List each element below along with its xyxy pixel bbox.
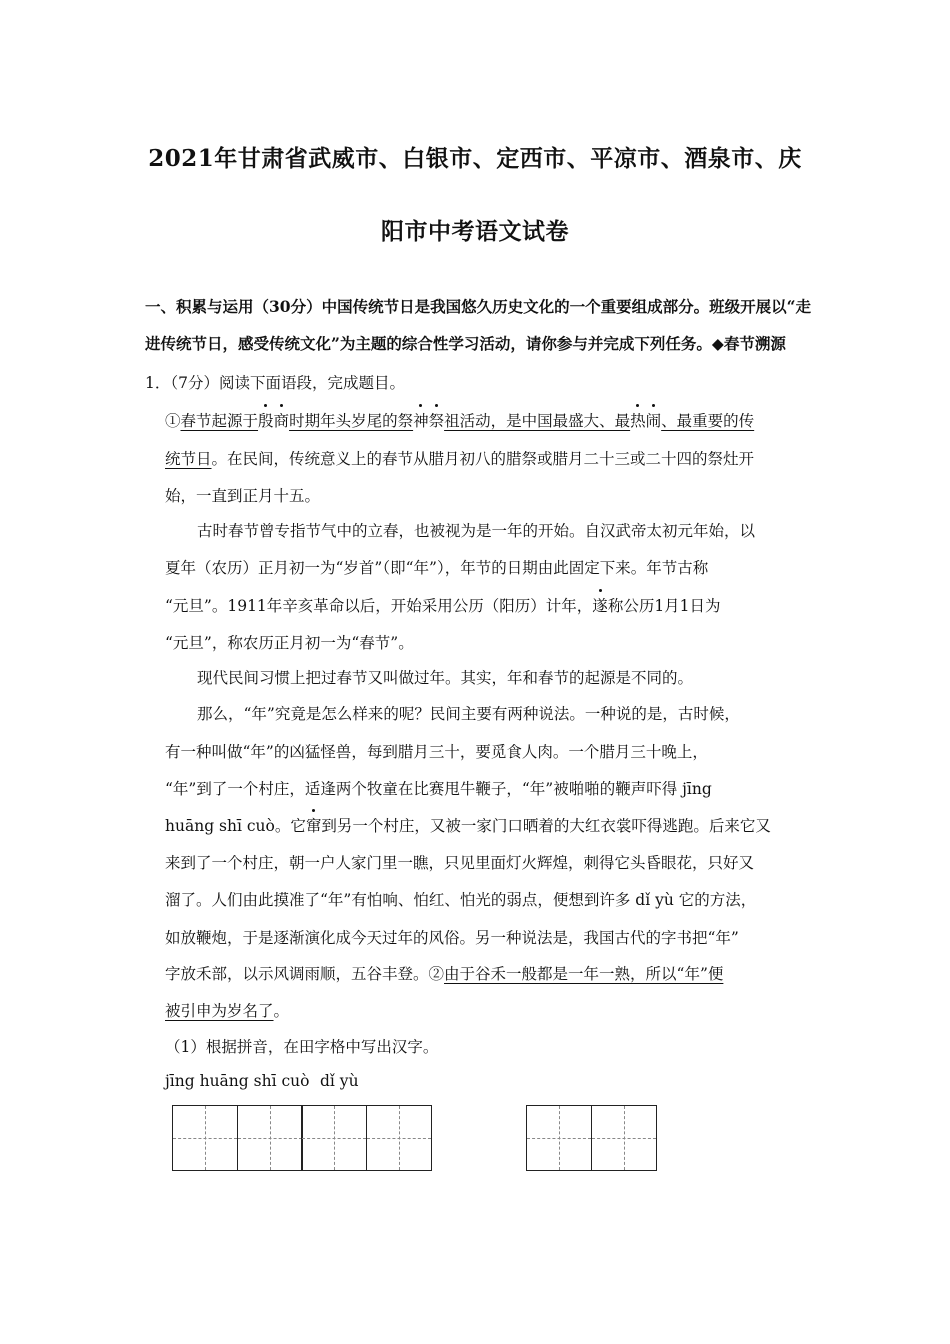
dotted-char: 殷 (258, 412, 274, 430)
text-run: 到另一个村庄，又被一家门口晒着的大红衣裳吓得逃跑。后来它又 (321, 817, 771, 835)
passage-p4-line-5: 来到了一个村庄，朝一户人家门里一瞧，只见里面灯火辉煌，刺得它头昏眼花，只好又 (165, 854, 755, 872)
tianzige-cell[interactable] (366, 1105, 432, 1171)
exam-title-line-2: 阳市中考语文试卷 (381, 218, 569, 245)
circled-marker-2: ② (428, 965, 445, 983)
passage-p1-line-3: 始，一直到正月十五。 (165, 487, 321, 505)
passage-p4-line-9 (165, 1000, 289, 1022)
passage-p2-line-3 (165, 595, 721, 617)
dotted-char: 闹 (645, 412, 662, 430)
tianzige-cell[interactable] (301, 1105, 367, 1171)
passage-p2-line-1: 古时春节曾专指节气中的立春，也被视为是一年的开始。自汉武帝太初元年始，以 (197, 522, 756, 540)
underlined-sentence-2-end: 被引申为岁名了 (165, 1002, 274, 1020)
text-run: “元旦”。1911年辛亥革命以后，开始采用公历（阳历）计年， (165, 597, 593, 615)
text-run: 。 (273, 1002, 290, 1020)
text-run: 、最重要的传 (661, 412, 755, 430)
passage-p4-line-7: 如放鞭炮，于是逐渐演化成今天过年的风俗。另一种说法是，我国古代的字书把“年” (165, 929, 739, 947)
dotted-char: 遂 (592, 597, 608, 615)
tianzige-cell[interactable] (237, 1105, 303, 1171)
dotted-char: 热 (630, 412, 646, 430)
underlined-sentence-2: 由于谷禾一般都是一年一熟，所以“年”便 (444, 965, 724, 983)
text-run: 春节起源于 (180, 412, 259, 430)
passage-p4-line-1: 那么，“年”究竟是怎么样来的呢？民间主要有两种说法。一种说的是，古时候， (197, 705, 740, 723)
passage-p4-line-8 (165, 963, 723, 985)
passage-p4-line-6: 溜了。人们由此摸准了“年”有怕响、怕红、怕光的弱点，便想到许多 dǐ yù 它的方法， (165, 891, 757, 909)
exam-title-line-1: 2021年甘肃省武威市、白银市、定西市、平凉市、酒泉市、庆 (148, 145, 802, 172)
pinyin-di-yu: dǐ yù (320, 1072, 359, 1090)
dotted-char: 祭 (428, 412, 445, 430)
passage-p2-line-2: 夏年（农历）正月初一为“岁首”（即“年”），年节的日期由此固定下来。年节古称 (165, 559, 709, 577)
passage-p1-line-2 (165, 448, 754, 470)
tianzige-cell[interactable] (526, 1105, 592, 1171)
passage-p4-line-3: “年”到了一个村庄，适逢两个牧童在比赛甩牛鞭子，“年”被啪啪的鞭声吓得 jīng (165, 780, 712, 798)
passage-p4-line-2: 有一种叫做“年”的凶猛怪兽，每到腊月三十，要觅食人肉。一个腊月三十晚上， (165, 743, 708, 761)
tianzige-grid-two (526, 1105, 655, 1171)
text-run: 称公历1月1日为 (607, 597, 721, 615)
tianzige-cell[interactable] (172, 1105, 238, 1171)
dotted-char: 神 (413, 412, 429, 430)
passage-p3-line-1: 现代民间习惯上把过春节又叫做过年。其实，年和春节的起源是不同的。 (197, 669, 694, 687)
passage-p4-line-4 (165, 815, 771, 837)
tianzige-cell[interactable] (591, 1105, 657, 1171)
text-run: 字放禾部，以示风调雨顺，五谷丰登。 (165, 965, 429, 983)
sub-question-1-label: （1）根据拼音，在田字格中写出汉字。 (165, 1038, 439, 1056)
text-run: 时期年头岁尾的祭 (289, 412, 414, 430)
passage-p2-line-4: “元旦”，称农历正月初一为“春节”。 (165, 634, 414, 652)
text-run: huāng shī cuò。它 (165, 817, 306, 835)
passage-p1-line-1 (165, 410, 754, 432)
underlined-sentence-1-end: 统节日 (165, 450, 212, 468)
text-run: 祖活动，是中国最盛大、最 (444, 412, 631, 430)
pinyin-jing-huang-shi-cuo: jīng huāng shī cuò (165, 1072, 310, 1090)
tianzige-grid-four (172, 1105, 430, 1171)
question-1-header: 1．（7分）阅读下面语段，完成题目。 (145, 374, 405, 392)
circled-marker-1: ① (165, 412, 181, 430)
underlined-sentence-1 (181, 412, 755, 430)
dotted-char: 窜 (305, 817, 322, 835)
dotted-char: 商 (273, 412, 290, 430)
section-one-intro: 一、积累与运用（30分）中国传统节日是我国悠久历史文化的一个重要组成部分。班级开展以“走进传统节日，感受传统文化”为主题的综合性学习活动，请你参与并完成下列任务。◆春节溯源 (145, 297, 811, 353)
text-run: 。在民间，传统意义上的春节从腊月初八的腊祭或腊月二十三或二十四的祭灶开 (211, 450, 755, 468)
